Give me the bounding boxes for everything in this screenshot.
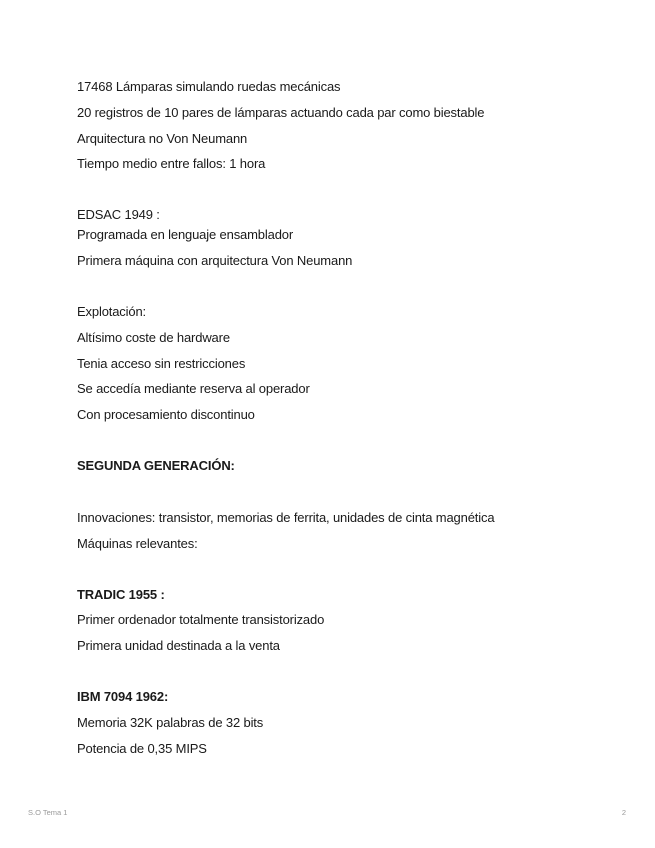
section-heading-segunda-generacion: SEGUNDA GENERACIÓN: <box>77 458 235 473</box>
footer-title: S.O Tema 1 <box>28 808 68 817</box>
heading-tradic: TRADIC 1955 : <box>77 587 165 602</box>
text-line-potencia: Potencia de 0,35 MIPS <box>77 741 207 756</box>
heading-ibm-7094: IBM 7094 1962: <box>77 689 169 704</box>
text-line-reserva: Se accedía mediante reserva al operador <box>77 381 310 396</box>
text-line-transistorizado: Primer ordenador totalmente transistorizado <box>77 612 325 627</box>
text-line-memoria: Memoria 32K palabras de 32 bits <box>77 715 264 730</box>
text-line-ensamblador: Programada en lenguaje ensamblador <box>77 227 294 242</box>
text-line-tiempo-fallos: Tiempo medio entre fallos: 1 hora <box>77 156 266 171</box>
text-line-edsac-heading: EDSAC 1949 : <box>77 207 160 222</box>
text-line-lamparas: 17468 Lámparas simulando ruedas mecánicas <box>77 79 341 94</box>
text-line-registros: 20 registros de 10 pares de lámparas actuando cada par como biestable <box>77 105 485 120</box>
footer-page-number: 2 <box>621 808 626 817</box>
text-line-explotacion: Explotación: <box>77 304 147 319</box>
text-line-von-neumann: Primera máquina con arquitectura Von Neumann <box>77 253 353 268</box>
text-line-procesamiento: Con procesamiento discontinuo <box>77 407 255 422</box>
text-line-coste: Altísimo coste de hardware <box>77 330 230 345</box>
text-line-arquitectura: Arquitectura no Von Neumann <box>77 131 248 146</box>
text-line-innovaciones: Innovaciones: transistor, memorias de ferrita, unidades de cinta magnética <box>77 510 495 525</box>
text-line-venta: Primera unidad destinada a la venta <box>77 638 280 653</box>
text-line-maquinas: Máquinas relevantes: <box>77 536 198 551</box>
text-line-acceso: Tenia acceso sin restricciones <box>77 356 246 371</box>
